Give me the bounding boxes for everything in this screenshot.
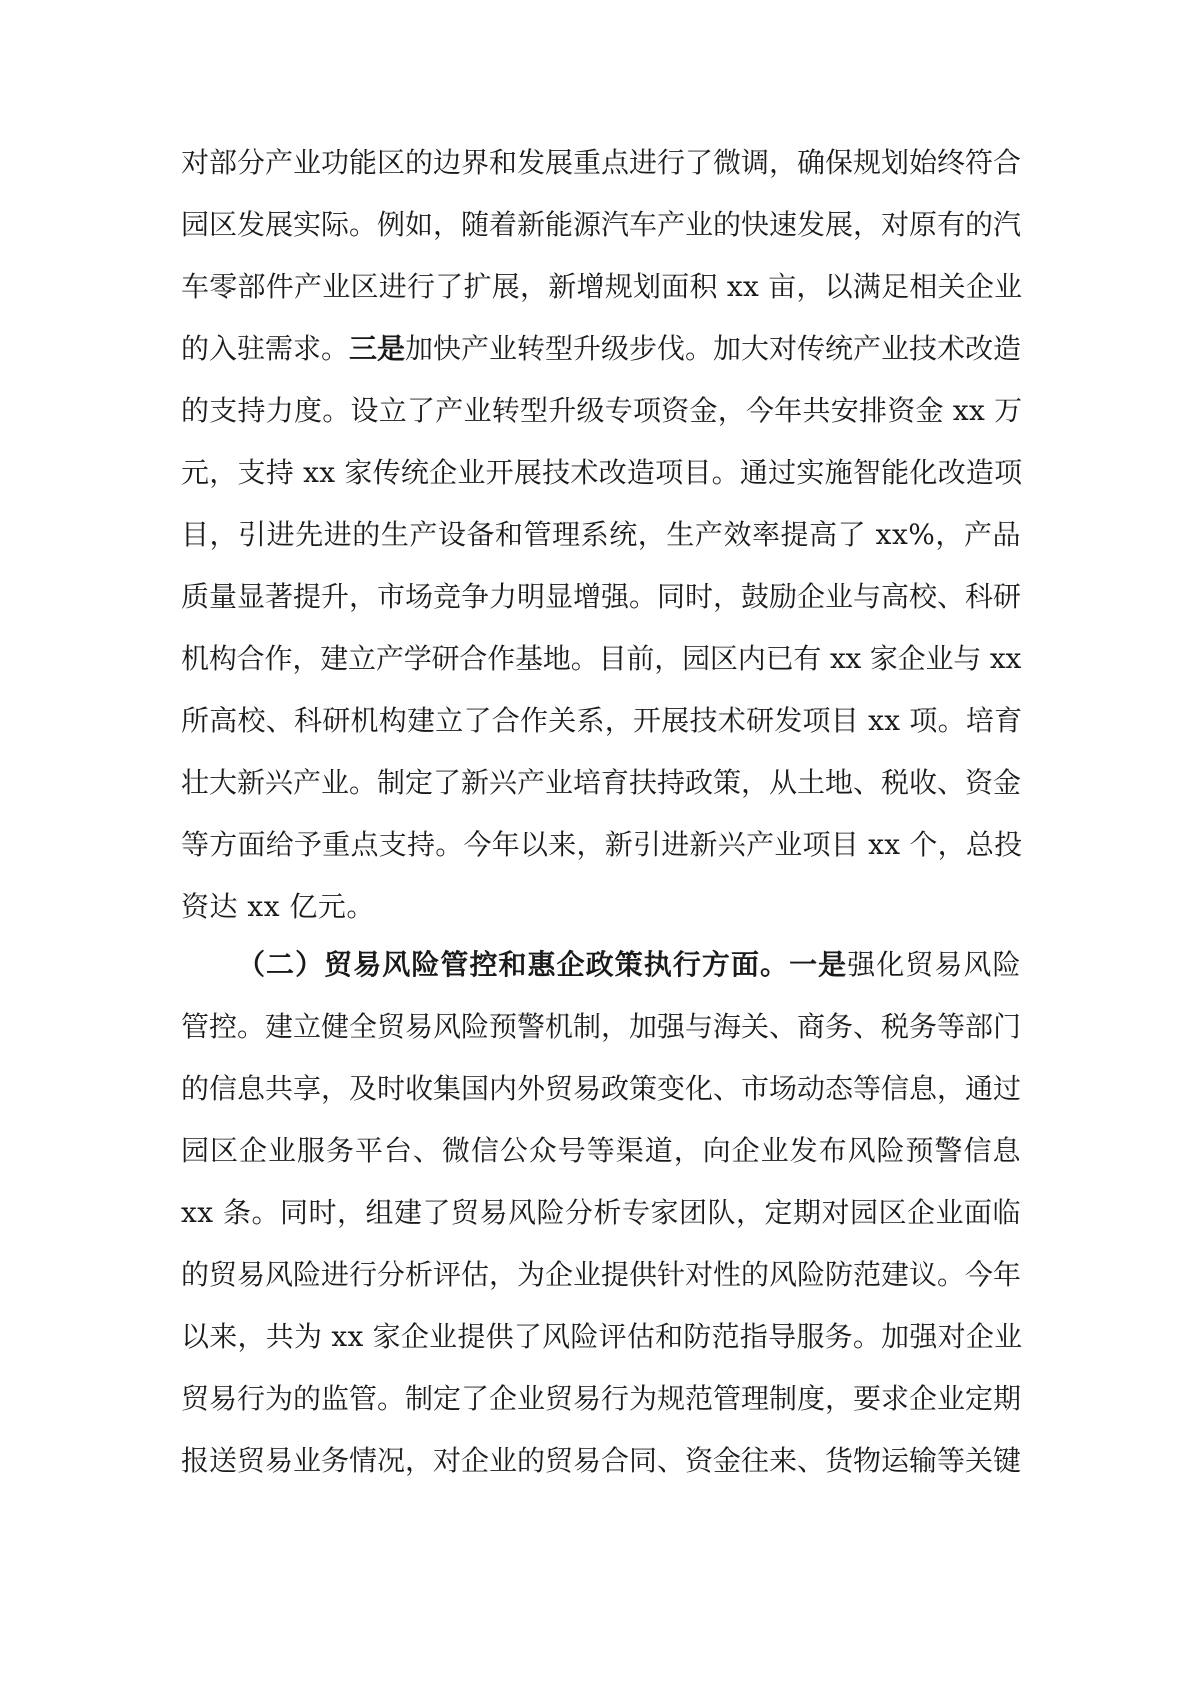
text-line <box>181 256 1021 318</box>
text-line <box>181 1120 1021 1182</box>
paragraph-2 <box>181 934 1021 1492</box>
text-run: 的贸易风险进行分析评估，为企业提供针对性的风险防范建议。今年 <box>181 1258 1022 1291</box>
text-line <box>181 628 1021 690</box>
text-line <box>181 690 1021 752</box>
text-run: 质量显著提升，市场竞争力明显增强。同时，鼓励企业与高校、科研 <box>181 580 1022 613</box>
text-line <box>181 752 1021 814</box>
text-run: 报送贸易业务情况，对企业的贸易合同、资金往来、货物运输等关键 <box>181 1444 1022 1477</box>
section-heading-line <box>181 934 1021 996</box>
text-line <box>181 996 1021 1058</box>
text-run: 机构合作，建立产学研合作基地。目前，园区内已有 xx 家企业与 xx <box>181 642 1021 675</box>
text-line <box>181 504 1021 566</box>
text-run: xx 条。同时，组建了贸易风险分析专家团队，定期对园区企业面临 <box>181 1196 1021 1229</box>
text-run: 加快产业转型升级步伐。加大对传统产业技术改造 <box>405 332 1022 365</box>
text-run: 的支持力度。设立了产业转型升级专项资金，今年共安排资金 xx 万 <box>181 394 1023 427</box>
text-run: 的信息共享，及时收集国内外贸易政策变化、市场动态等信息，通过 <box>181 1072 1022 1105</box>
text-run: 壮大新兴产业。制定了新兴产业培育扶持政策，从土地、税收、资金 <box>181 766 1022 799</box>
text-run: 等方面给予重点支持。今年以来，新引进新兴产业项目 xx 个，总投 <box>181 828 1023 861</box>
section-heading: （二）贸易风险管控和惠企政策执行方面。 <box>237 948 790 981</box>
text-line <box>181 1244 1021 1306</box>
text-line <box>181 318 1021 380</box>
text-run: 目，引进先进的生产设备和管理系统，生产效率提高了 xx%，产品 <box>181 518 1021 551</box>
text-line <box>181 1182 1021 1244</box>
text-line <box>181 1430 1021 1492</box>
bold-label-san-shi: 三是 <box>349 332 406 365</box>
text-run: 所高校、科研机构建立了合作关系，开展技术研发项目 xx 项。培育 <box>181 704 1023 737</box>
text-run: 车零部件产业区进行了扩展，新增规划面积 xx 亩，以满足相关企业 <box>181 270 1023 303</box>
text-line <box>181 442 1021 504</box>
text-line <box>181 814 1021 876</box>
text-line <box>181 1058 1021 1120</box>
text-run: 的入驻需求。 <box>181 332 350 365</box>
text-line <box>181 876 1021 938</box>
paragraph-1 <box>181 132 1021 938</box>
text-line <box>181 132 1021 194</box>
text-run: 对部分产业功能区的边界和发展重点进行了微调，确保规划始终符合 <box>181 146 1022 179</box>
text-run: 资达 xx 亿元。 <box>181 890 375 923</box>
text-run: 以来，共为 xx 家企业提供了风险评估和防范指导服务。加强对企业 <box>181 1320 1023 1353</box>
text-run: 园区企业服务平台、微信公众号等渠道，向企业发布风险预警信息 <box>181 1134 1021 1167</box>
text-run: 管控。建立健全贸易风险预警机制，加强与海关、商务、税务等部门 <box>181 1010 1022 1043</box>
text-line <box>181 380 1021 442</box>
bold-label-yi-shi: 一是 <box>789 948 848 981</box>
text-run: 强化贸易风险 <box>847 948 1021 981</box>
text-run: 元，支持 xx 家传统企业开展技术改造项目。通过实施智能化改造项 <box>181 456 1023 489</box>
text-run: 园区发展实际。例如，随着新能源汽车产业的快速发展，对原有的汽 <box>181 208 1022 241</box>
text-line <box>181 1368 1021 1430</box>
text-run: 贸易行为的监管。制定了企业贸易行为规范管理制度，要求企业定期 <box>181 1382 1022 1415</box>
text-line <box>181 566 1021 628</box>
text-line <box>181 1306 1021 1368</box>
text-line <box>181 194 1021 256</box>
